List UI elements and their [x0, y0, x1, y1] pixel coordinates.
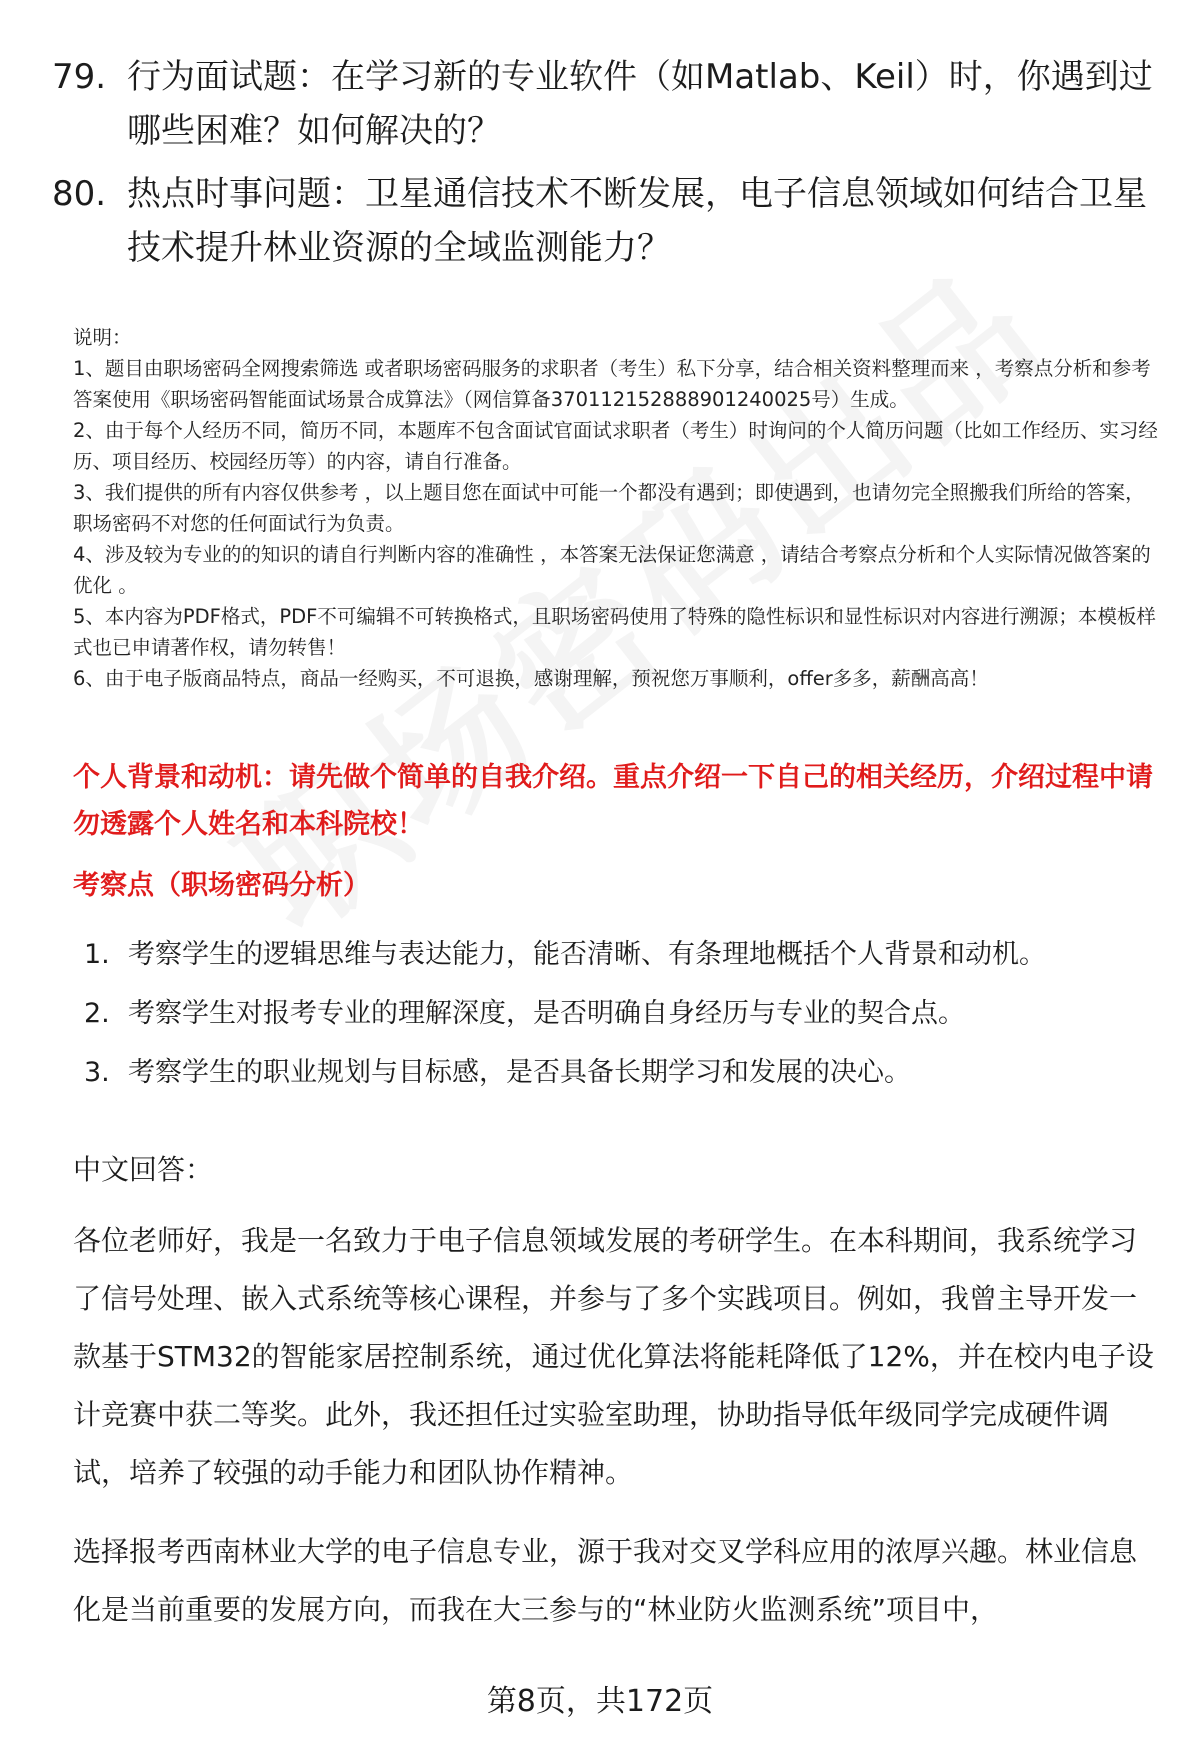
- list-item-text: 考察学生的职业规划与目标感，是否具备长期学习和发展的决心。: [128, 1057, 911, 1088]
- note-item: 1、题目由职场密码全网搜索筛选 或者职场密码服务的求职者（考生）私下分享，结合相关资料整理而来 ，考察点分析和参考答案使用《职场密码智能面试场景合成算法》（网信算备370112152888901240025号）生成。: [73, 357, 1151, 411]
- notes-title: 说明：: [73, 326, 132, 349]
- list-item-text: 考察学生对报考专业的理解深度，是否明确自身经历与专业的契合点。: [128, 998, 965, 1029]
- answer-heading: 中文回答：: [73, 1153, 214, 1186]
- page-footer: 第8页，共172页: [486, 1684, 714, 1719]
- assessment-points-list: [84, 935, 1164, 1112]
- question-number: 79.: [52, 57, 107, 97]
- list-item-number: 1.: [84, 939, 110, 970]
- question-text: 热点时事问题：卫星通信技术不断发展，电子信息领域如何结合卫星技术提升林业资源的全域监测能力？: [127, 174, 1147, 268]
- answer-paragraph: 各位老师好，我是一名致力于电子信息领域发展的考研学生。在本科期间，我系统学习了信号处理、嵌入式系统等核心课程，并参与了多个实践项目。例如，我曾主导开发一款基于STM32的智能家居控制系统，通过优化算法将能耗降低了12%，并在校内电子设计竞赛中获二等奖。此外，我还担任过实验室助理，协助指导低年级同学完成硬件调试，培养了较强的动手能力和团队协作精神。: [73, 1224, 1154, 1489]
- note-item: 6、由于电子版商品特点，商品一经购买，不可退换，感谢理解，预祝您万事顺利，offer多多，薪酬高高！: [73, 667, 989, 690]
- note-item: 5、本内容为PDF格式，PDF不可编辑不可转换格式，且职场密码使用了特殊的隐性标识和显性标识对内容进行溯源；本模板样式也已申请著作权，请勿转售！: [73, 605, 1156, 659]
- note-item: 4、涉及较为专业的的知识的请自行判断内容的准确性 ，本答案无法保证您满意 ，请结合考察点分析和个人实际情况做答案的优化 。: [73, 543, 1151, 597]
- assessment-points-heading: 考察点（职场密码分析）: [73, 870, 370, 901]
- disclaimer-notes: [73, 322, 1163, 694]
- list-item: [84, 1053, 1164, 1112]
- list-item-text: 考察学生的逻辑思维与表达能力，能否清晰、有条理地概括个人背景和动机。: [128, 939, 1046, 970]
- question-79: [52, 50, 1162, 158]
- note-item: 2、由于每个人经历不同，简历不同，本题库不包含面试官面试求职者（考生）时询问的个人简历问题（比如工作经历、实习经历、项目经历、校园经历等）的内容，请自行准备。: [73, 419, 1158, 473]
- question-text: 行为面试题：在学习新的专业软件（如Matlab、Keil）时，你遇到过哪些困难？如何解决的？: [127, 57, 1153, 151]
- question-number: 80.: [52, 174, 107, 214]
- list-item-number: 3.: [84, 1057, 110, 1088]
- note-item: 3、我们提供的所有内容仅供参考 ，以上题目您在面试中可能一个都没有遇到；即使遇到，也请勿完全照搬我们所给的答案，职场密码不对您的任何面试行为负责。: [73, 481, 1145, 535]
- list-item: [84, 994, 1164, 1053]
- question-80: [52, 167, 1162, 275]
- list-item-number: 2.: [84, 998, 110, 1029]
- answer-paragraph: 选择报考西南林业大学的电子信息专业，源于我对交叉学科应用的浓厚兴趣。林业信息化是当前重要的发展方向，而我在大三参与的“林业防火监测系统”项目中，: [73, 1535, 1138, 1626]
- list-item: [84, 935, 1164, 994]
- interview-question-heading: 个人背景和动机：请先做个简单的自我介绍。重点介绍一下自己的相关经历，介绍过程中请勿透露个人姓名和本科院校！: [73, 762, 1153, 840]
